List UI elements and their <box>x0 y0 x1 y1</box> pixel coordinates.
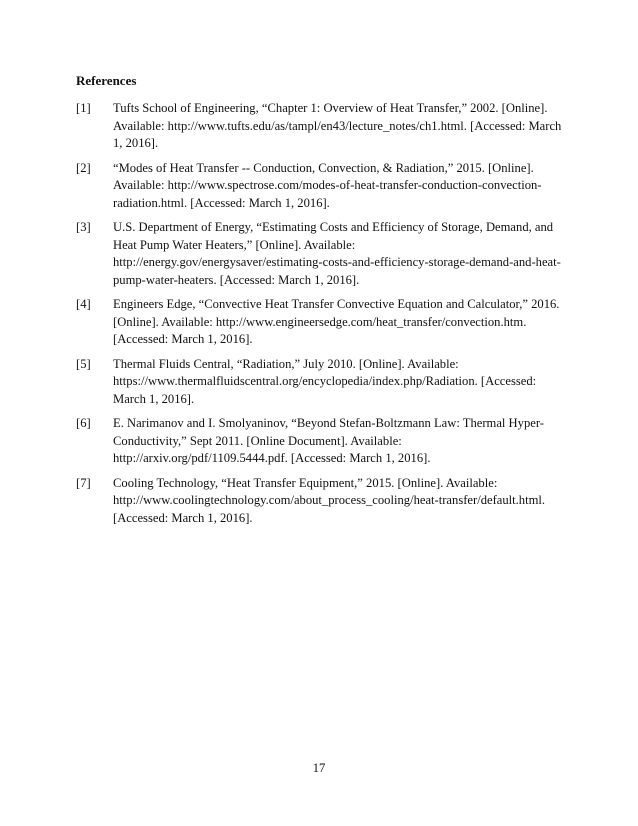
reference-number: [2] <box>76 160 91 175</box>
reference-text: Tufts School of Engineering, “Chapter 1: Overview of Heat Transfer,” 2002. [Online]. Available: http://www.tufts.edu/as/tampl/en43/lecture_notes/ch1.html. [Accessed: March 1, 2016]. <box>113 101 562 150</box>
reference-number: [7] <box>76 475 91 490</box>
reference-number: [6] <box>76 416 91 430</box>
reference-text: U.S. Department of Energy, “Estimating Costs and Efficiency of Storage, Demand, and Heat Pump Water Heaters,” [Online]. Available: http://energy.gov/energysaver/estimating-costs-and-efficiency-storage-demand-and-heat-pump-water-heaters. [Accessed: March 1, 2016]. <box>113 220 561 287</box>
reference-item <box>76 160 564 213</box>
page-number: 17 <box>312 761 326 775</box>
reference-item <box>76 296 564 349</box>
reference-number: [4] <box>76 297 91 311</box>
reference-text: E. Narimanov and I. Smolyaninov, “Beyond Stefan-Boltzmann Law: Thermal Hyper-Conductivity,” Sept 2011. [Online Document]. Available: http://arxiv.org/pdf/1109.5444.pdf. [Accessed: March 1, 2016]. <box>113 416 544 465</box>
reference-item <box>76 356 564 409</box>
reference-number: [5] <box>76 356 91 371</box>
reference-item <box>76 100 564 153</box>
reference-text: Thermal Fluids Central, “Radiation,” July 2010. [Online]. Available: https://www.thermalfluidscentral.org/encyclopedia/index.php/Radiation. [Accessed: March 1, 2016]. <box>113 356 537 406</box>
reference-number: [3] <box>76 220 91 234</box>
reference-number: [1] <box>76 101 91 115</box>
reference-text: “Modes of Heat Transfer -- Conduction, Convection, & Radiation,” 2015. [Online]. Available: http://www.spectrose.com/modes-of-heat-transfer-conduction-convection-radiation.html. [Accessed: March 1, 2016]. <box>113 160 542 210</box>
reference-text: Cooling Technology, “Heat Transfer Equipment,” 2015. [Online]. Available: http://www.coolingtechnology.com/about_process_cooling/heat-transfer/default.html. [Accessed: March 1, 2016]. <box>113 475 546 525</box>
reference-text: Engineers Edge, “Convective Heat Transfer Convective Equation and Calculator,” 2016. [Online]. Available: http://www.engineersedge.com/heat_transfer/convection.htm. [Accessed: March 1, 2016]. <box>113 297 560 346</box>
reference-list <box>76 100 564 534</box>
reference-item <box>76 219 564 289</box>
references-heading: References <box>76 73 137 88</box>
reference-item <box>76 415 564 468</box>
reference-item <box>76 475 564 528</box>
